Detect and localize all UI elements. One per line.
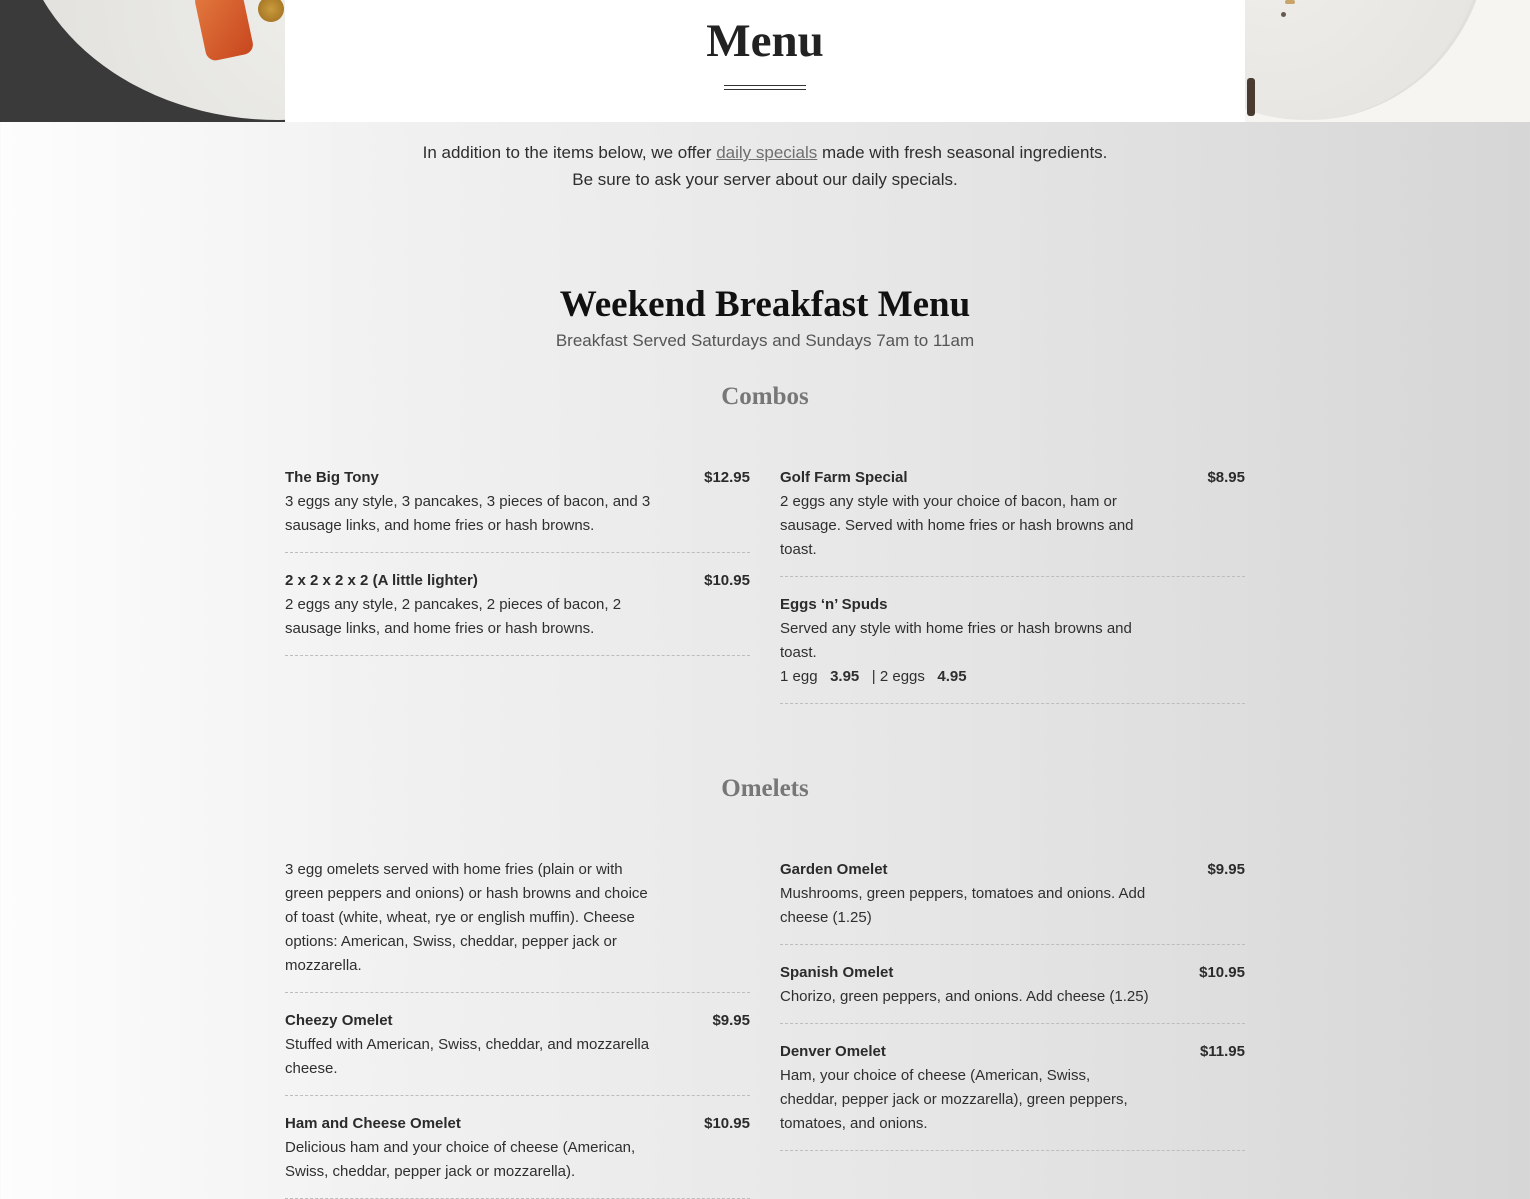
menu-item bbox=[780, 466, 1245, 577]
section-heading-omelets: Omelets bbox=[721, 775, 809, 802]
option-label: 1 egg bbox=[780, 668, 818, 685]
menu-item bbox=[285, 466, 750, 553]
hero-banner bbox=[0, 0, 1530, 122]
item-description: Chorizo, green peppers, and onions. Add cheese (1.25) bbox=[780, 988, 1149, 1005]
item-description: Served any style with home fries or hash browns and toast. bbox=[780, 620, 1132, 661]
item-price: $8.95 bbox=[1207, 469, 1245, 486]
item-description: 2 eggs any style, 2 pancakes, 2 pieces of bacon, 2 sausage links, and home fries or hash browns. bbox=[285, 596, 622, 637]
option-price: 4.95 bbox=[937, 668, 967, 685]
item-name: Eggs ‘n’ Spuds bbox=[780, 596, 888, 613]
menu-subtitle: Breakfast Served Saturdays and Sundays 7am to 11am bbox=[555, 331, 975, 350]
omelets-intro-text: 3 egg omelets served with home fries (plain or with green peppers and onions) or hash browns and choice of toast (white, wheat, rye or english muffin). Cheese options: American, Swiss, cheddar, pepper jack or mozzarella. bbox=[285, 861, 648, 974]
item-name: Garden Omelet bbox=[780, 861, 888, 878]
option-separator: | bbox=[871, 668, 876, 685]
food-image bbox=[1285, 0, 1295, 4]
hero-photo-right bbox=[1245, 0, 1530, 122]
item-price: $9.95 bbox=[1207, 861, 1245, 878]
intro-line-1 bbox=[0, 143, 1530, 163]
food-image bbox=[1281, 12, 1286, 17]
menu-item bbox=[285, 1112, 750, 1199]
menu-intro-block bbox=[285, 858, 750, 993]
item-description: Mushrooms, green peppers, tomatoes and onions. Add cheese (1.25) bbox=[780, 885, 1146, 926]
page-title: Menu bbox=[706, 15, 824, 67]
title-divider bbox=[724, 85, 806, 90]
item-name: Ham and Cheese Omelet bbox=[285, 1115, 461, 1132]
hero-photo-left bbox=[0, 0, 285, 122]
item-description: Delicious ham and your choice of cheese (American, Swiss, cheddar, pepper jack or mozzarella). bbox=[285, 1139, 636, 1180]
daily-specials-link[interactable]: daily specials bbox=[716, 143, 818, 162]
item-name: Cheezy Omelet bbox=[285, 1012, 393, 1029]
item-description: 2 eggs any style with your choice of bacon, ham or sausage. Served with home fries or hash browns and toast. bbox=[780, 493, 1134, 558]
item-description: Ham, your choice of cheese (American, Swiss, cheddar, pepper jack or mozzarella), green peppers, tomatoes, and onions. bbox=[780, 1067, 1128, 1132]
intro-text: made with fresh seasonal ingredients. bbox=[817, 143, 1108, 162]
intro-line-2: Be sure to ask your server about our daily specials. bbox=[572, 170, 958, 189]
menu-item bbox=[780, 593, 1245, 704]
menu-item bbox=[780, 961, 1245, 1024]
menu-title: Weekend Breakfast Menu bbox=[559, 284, 971, 325]
item-price: $12.95 bbox=[704, 469, 750, 486]
item-name: Golf Farm Special bbox=[780, 469, 908, 486]
menu-item bbox=[285, 569, 750, 656]
menu-item bbox=[780, 1040, 1245, 1151]
item-price: $11.95 bbox=[1199, 1043, 1245, 1060]
title-card bbox=[285, 0, 1245, 122]
menu-item bbox=[780, 858, 1245, 945]
item-description: 3 eggs any style, 3 pancakes, 3 pieces of bacon, and 3 sausage links, and home fries or hash browns. bbox=[285, 493, 651, 534]
plate-image bbox=[1245, 0, 1485, 120]
option-price: 3.95 bbox=[830, 668, 860, 685]
item-price: $10.95 bbox=[704, 572, 750, 589]
food-image bbox=[1247, 78, 1255, 116]
section-heading-combos: Combos bbox=[721, 383, 809, 410]
option-label: 2 eggs bbox=[879, 668, 925, 685]
item-name: The Big Tony bbox=[285, 469, 379, 486]
item-name: Spanish Omelet bbox=[780, 964, 894, 981]
menu-item bbox=[285, 1009, 750, 1096]
item-price: $9.95 bbox=[712, 1012, 750, 1029]
item-name: 2 x 2 x 2 x 2 (A little lighter) bbox=[285, 572, 478, 589]
intro-text: In addition to the items below, we offer bbox=[422, 143, 717, 162]
item-options bbox=[780, 665, 967, 689]
item-description: Stuffed with American, Swiss, cheddar, and mozzarella cheese. bbox=[285, 1036, 650, 1077]
item-price: $10.95 bbox=[1199, 964, 1245, 981]
item-price: $10.95 bbox=[704, 1115, 750, 1132]
item-name: Denver Omelet bbox=[780, 1043, 886, 1060]
